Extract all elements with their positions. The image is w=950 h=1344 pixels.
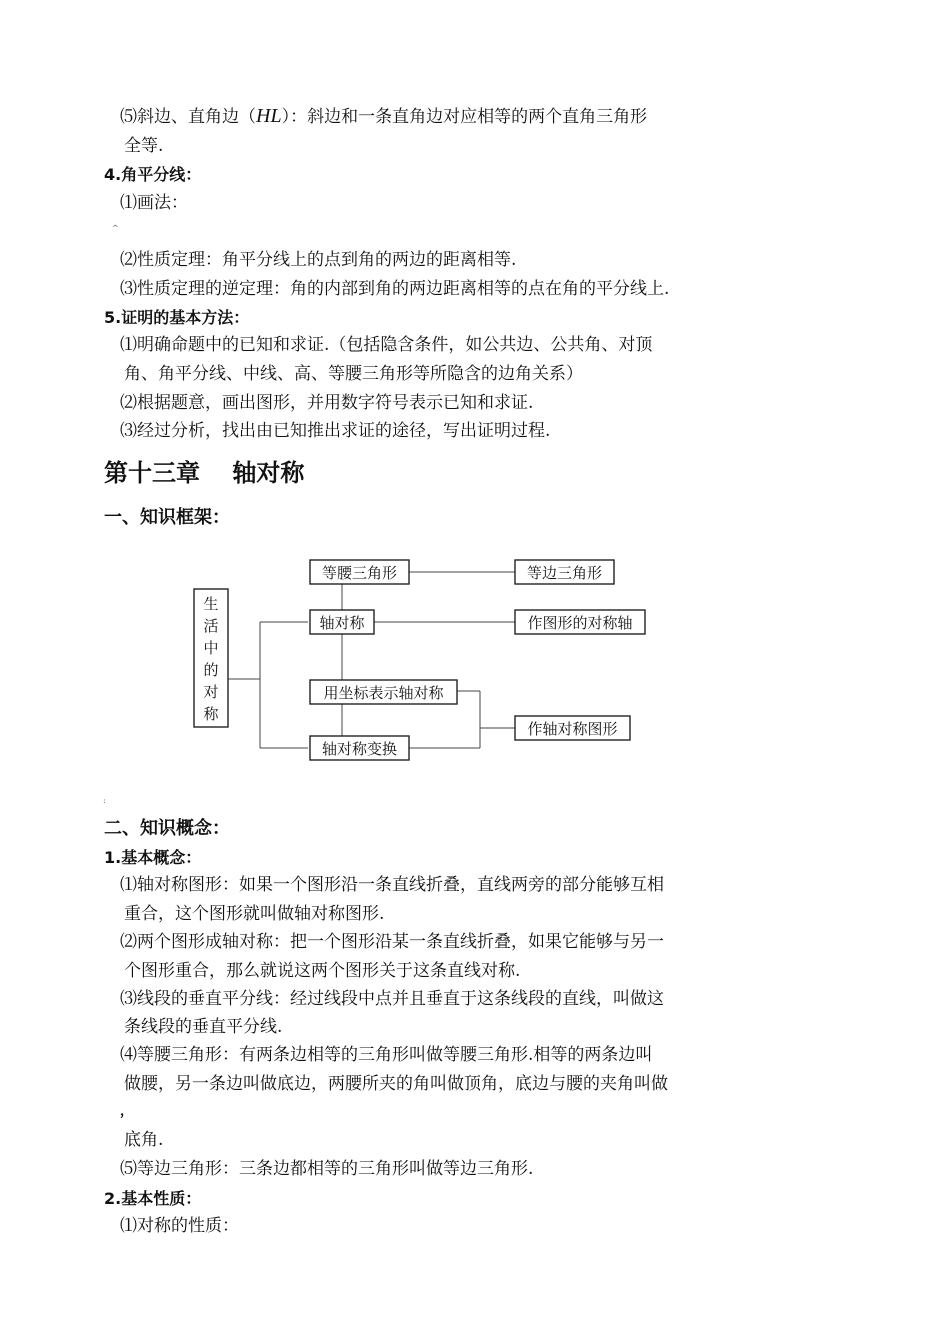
hl-item (120, 104, 647, 129)
basic-concepts-title: 1.基本概念： (104, 848, 202, 867)
hl-item-continuation: 全等. (124, 136, 164, 156)
node-draw-figure (515, 716, 630, 740)
chapter-title: 第十三章 轴对称 (104, 459, 305, 487)
concept-3: ⑶线段的垂直平分线：经过线段中点并且垂直于这条线段的直线，叫做这 (120, 989, 664, 1009)
hl-item-prefix: ⑸斜边、直角边（ (120, 107, 256, 127)
sec5-item-2: ⑵根据题意，画出图形，并用数字符号表示已知和求证. (120, 393, 534, 413)
node-equilateral-triangle (515, 560, 614, 584)
root-char-4: 的 (203, 661, 219, 679)
node-draw-axis (515, 610, 645, 634)
sec4-item-3: ⑶性质定理的逆定理：角的内部到角的两边距离相等的点在角的平分线上. (120, 279, 670, 299)
section-5-title: 5.证明的基本方法： (104, 308, 250, 327)
node-coordinate (310, 680, 457, 704)
node-coordinate-label: 用坐标表示轴对称 (323, 684, 444, 702)
stray-mark: : (103, 796, 106, 805)
concept-2-continuation: 个图形重合，那么就说这两个图形关于这条直线对称. (124, 961, 521, 981)
sec5-item-1: ⑴明确命题中的已知和求证.（包括隐含条件，如公共边、公共角、对顶 (120, 335, 653, 355)
sec5-item-3: ⑶经过分析，找出由已知推出求证的途径，写出证明过程. (120, 421, 551, 441)
concept-4: ⑷等腰三角形：有两条边相等的三角形叫做等腰三角形.相等的两条边叫 (120, 1045, 653, 1065)
root-char-3: 中 (203, 639, 219, 657)
basic-properties-title: 2.基本性质： (104, 1189, 202, 1208)
node-transform (310, 736, 409, 760)
concepts-title: 二、知识概念： (104, 818, 230, 839)
sec4-item-1: ⑴画法： (120, 193, 188, 213)
knowledge-framework-diagram (0, 550, 950, 780)
node-axis-label: 轴对称 (319, 614, 365, 632)
concept-4-continuation: 做腰，另一条边叫做底边，两腰所夹的角叫做顶角，底边与腰的夹角叫做 (124, 1074, 668, 1094)
concept-5: ⑸等边三角形：三条边都相等的三角形叫做等边三角形. (120, 1159, 534, 1179)
hl-symbol: HL (256, 105, 282, 127)
node-draw-figure-label: 作轴对称图形 (527, 720, 618, 738)
stray-mark: ^ (112, 224, 119, 233)
root-char-6: 称 (203, 705, 219, 723)
node-isosceles-label: 等腰三角形 (321, 564, 398, 582)
concept-4-mark: ， (120, 1104, 134, 1119)
hl-item-text: ）：斜边和一条直角边对应相等的两个直角三角形 (281, 107, 648, 127)
node-draw-axis-label: 作图形的对称轴 (527, 614, 633, 632)
sec4-item-2: ⑵性质定理：角平分线上的点到角的两边的距离相等. (120, 250, 517, 270)
node-transform-label: 轴对称变换 (321, 740, 398, 758)
framework-title: 一、知识框架： (104, 507, 230, 528)
concept-1-continuation: 重合，这个图形就叫做轴对称图形. (124, 904, 385, 924)
concept-3-continuation: 条线段的垂直平分线. (124, 1017, 283, 1037)
root-char-2: 活 (203, 617, 219, 635)
concept-4-continuation-2: 底角. (124, 1130, 164, 1150)
node-isosceles-triangle (310, 560, 409, 584)
node-axis-symmetry (310, 610, 374, 634)
node-root (194, 589, 228, 727)
concept-2: ⑵两个图形成轴对称：把一个图形沿某一条直线折叠，如果它能够与另一 (120, 932, 664, 952)
node-equilateral-label: 等边三角形 (526, 564, 603, 582)
section-4-title: 4.角平分线： (104, 165, 202, 184)
sec5-item-1-continuation: 角、角平分线、中线、高、等腰三角形等所隐含的边角关系） (124, 364, 583, 384)
root-char-5: 对 (203, 683, 219, 701)
root-char-1: 生 (203, 595, 219, 613)
connector-lines (228, 572, 515, 748)
concept-1: ⑴轴对称图形：如果一个图形沿一条直线折叠，直线两旁的部分能够互相 (120, 875, 664, 895)
property-1: ⑴对称的性质： (120, 1216, 239, 1236)
